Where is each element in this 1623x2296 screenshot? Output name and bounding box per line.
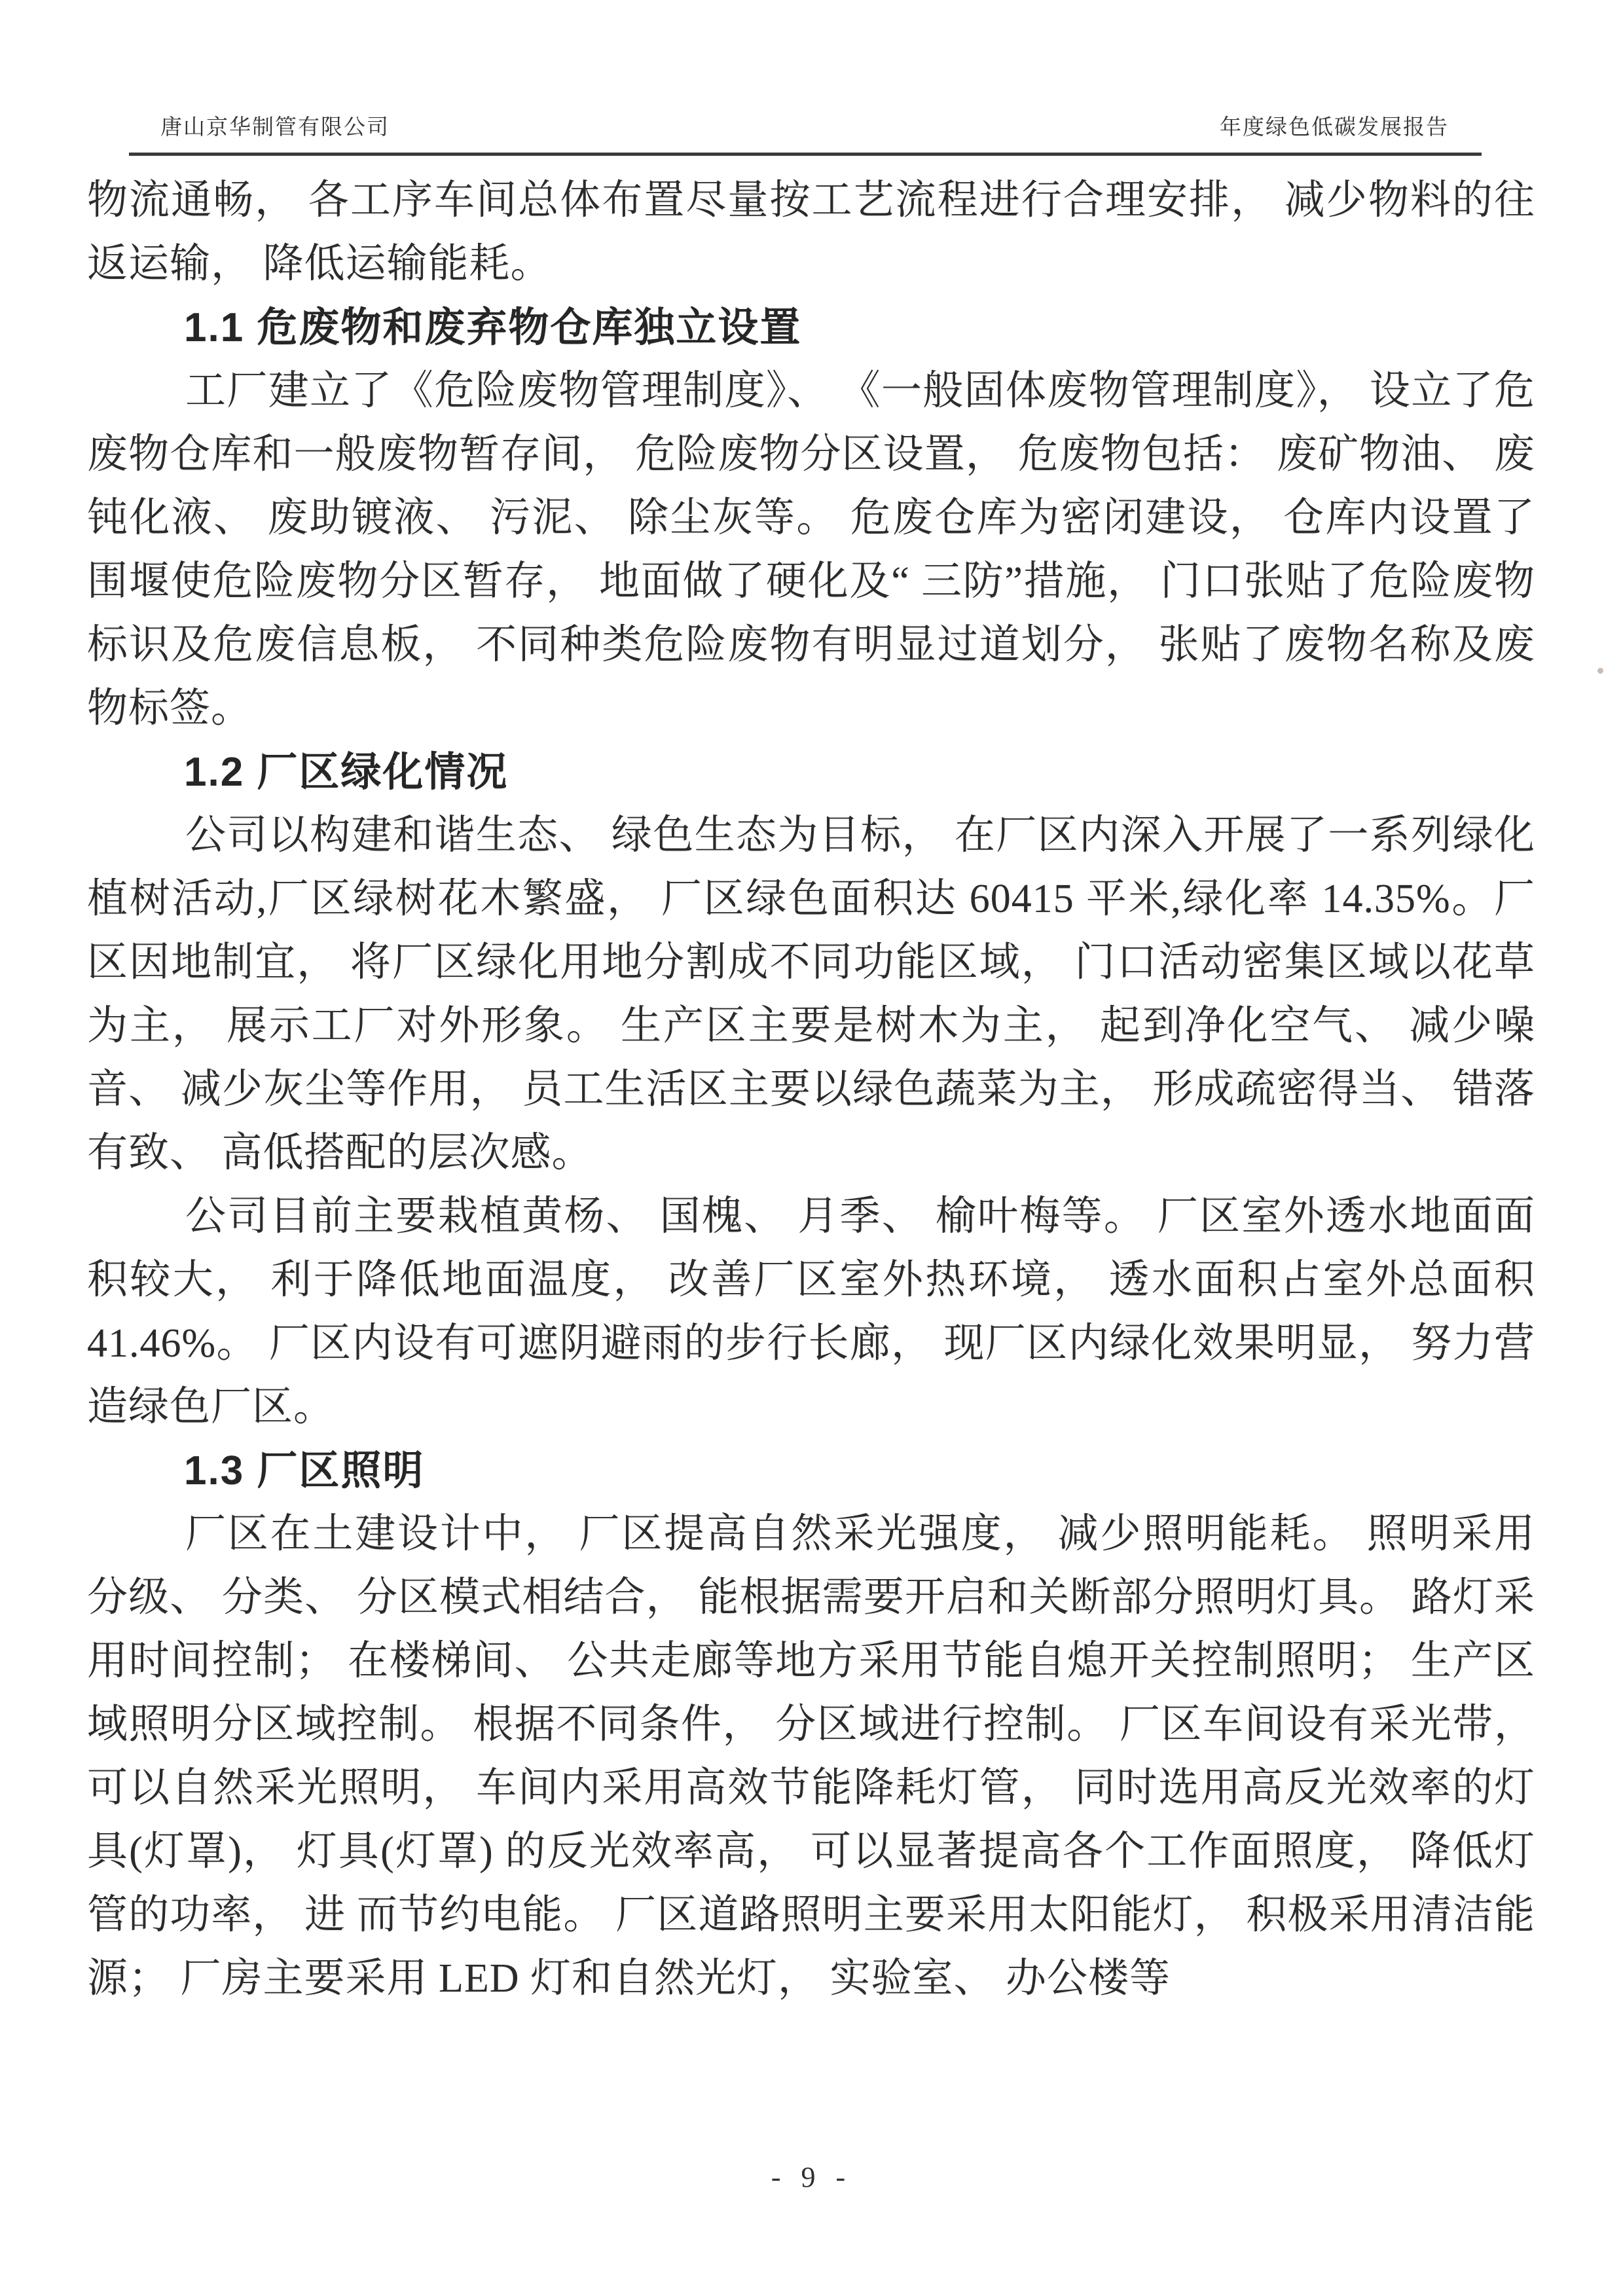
page-number: - 9 -: [771, 2161, 852, 2193]
header-report-title: 年度绿色低碳发展报告: [1220, 116, 1449, 139]
section-1-1-paragraph: 工厂建立了《危险废物管理制度》、 《一般固体废物管理制度》， 设立了危废物仓库和一般废物暂存间， 危险废物分区设置， 危废物包括： 废矿物油、 废钝化液、 废助镀液、 污泥、 除尘灰等。 危废仓库为密闭建设， 仓库内设置了围堰使危险废物分区暂存， 地面做了硬化及“ 三防”措施， 门口张贴了危险废物标识及危废信息板， 不同种类危险废物有明显过道划分， 张贴了废物名称及废物标签。: [87, 369, 1535, 731]
section-heading-1-2: 1.2 厂区绿化情况: [184, 750, 509, 795]
scan-artifact-speck: [1597, 668, 1603, 674]
page-header: [129, 110, 1482, 156]
paragraph-logistics-continuation: 物流通畅， 各工序车间总体布置尽量按工艺流程进行合理安排， 减少物料的往返运输， 降低运输能耗。: [87, 178, 1535, 286]
document-body: [87, 169, 1535, 2011]
page-footer: [0, 2160, 1623, 2194]
section-1-3-paragraph-lighting: 厂区在土建设计中， 厂区提高自然采光强度， 减少照明能耗。 照明采用分级、 分类、 分区模式相结合， 能根据需要开启和关断部分照明灯具。 路灯采用时间控制； 在楼梯间、 公共走廊等地方采用节能自熄开关控制照明； 生产区域照明分区域控制。 根据不同条件， 分区域进行控制。 厂区车间设有采光带， 可以自然采光照明， 车间内采用高效节能降耗灯管， 同时选用高反光效率的灯具(灯罩)， 灯具(灯罩) 的反光效率高， 可以显著提高各个工作面照度， 降低灯管的功率， 进 而节约电能。 厂区道路照明主要采用太阳能灯， 积极采用清洁能源； 厂房主要采用 LED 灯和自然光灯， 实验室、 办公楼等: [87, 1512, 1535, 2001]
section-1-2-paragraph-greening: 公司以构建和谐生态、 绿色生态为目标， 在厂区内深入开展了一系列绿化植树活动,厂区绿树花木繁盛， 厂区绿色面积达 60415 平米,绿化率 14.35%。厂区因地制宜， 将厂区绿化用地分割成不同功能区域， 门口活动密集区域以花草为主， 展示工厂对外形象。 生产区主要是树木为主， 起到净化空气、 减少噪音、 减少灰尘等作用， 员工生活区主要以绿色蔬菜为主， 形成疏密得当、 错落有致、 高低搭配的层次感。: [87, 813, 1535, 1175]
header-company-name: 唐山京华制管有限公司: [160, 116, 390, 139]
section-heading-1-1: 1.1 危废物和废弃物仓库独立设置: [184, 305, 802, 350]
section-1-2-paragraph-planting: 公司目前主要栽植黄杨、 国槐、 月季、 榆叶梅等。 厂区室外透水地面面积较大， 利于降低地面温度， 改善厂区室外热环境， 透水面积占室外总面积 41.46%。 厂区内设有可遮阴避雨的步行长廊， 现厂区内绿化效果明显， 努力营造绿色厂区。: [87, 1194, 1535, 1429]
section-heading-1-3: 1.3 厂区照明: [184, 1448, 425, 1493]
